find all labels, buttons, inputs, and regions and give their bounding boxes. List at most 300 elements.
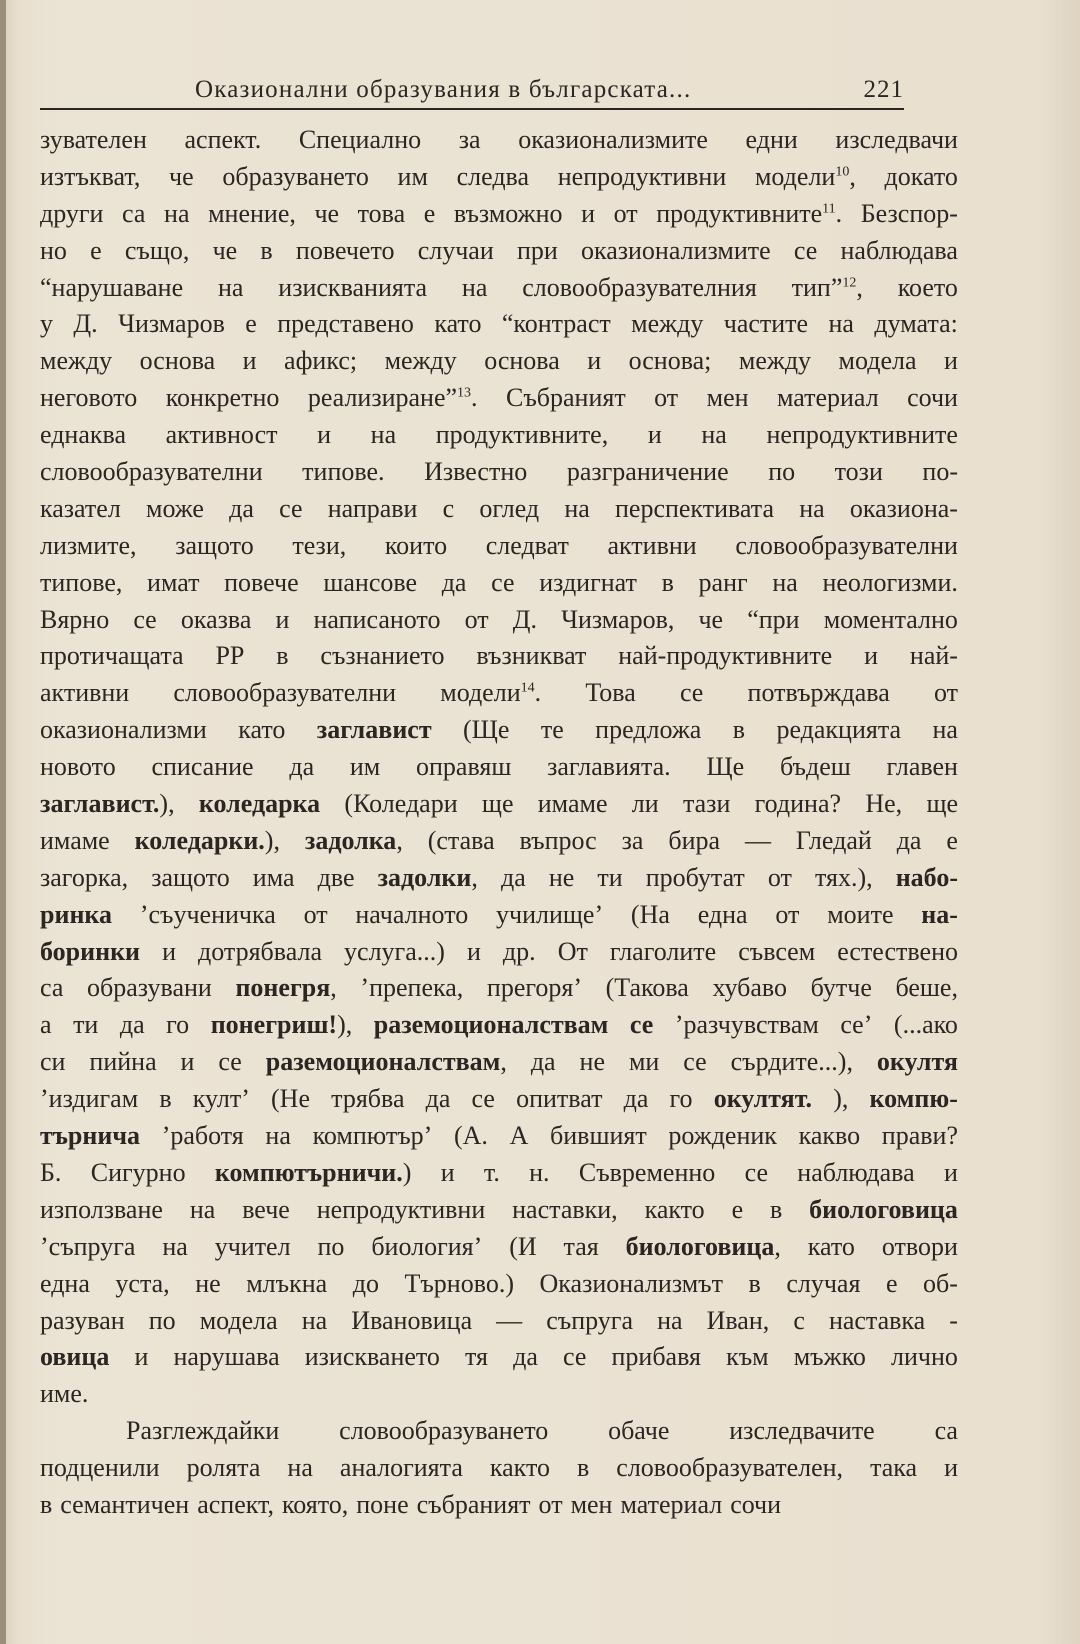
word: оказва	[180, 604, 252, 634]
word: образувани	[87, 973, 212, 1003]
word: докато	[884, 161, 958, 191]
word: Ивановица	[351, 1305, 473, 1335]
word: също,	[124, 235, 190, 265]
word: е	[245, 309, 257, 339]
text-line	[40, 638, 958, 675]
word: Чизмаров,	[561, 604, 675, 634]
word: мен	[706, 383, 749, 413]
bold-term: заглавист	[316, 715, 432, 745]
word: те	[540, 715, 564, 745]
word: “нарушаване	[40, 272, 184, 302]
word: активни	[40, 678, 130, 708]
word: обаче	[608, 1416, 670, 1446]
word: едни	[745, 125, 798, 154]
word: се	[744, 1157, 768, 1187]
word: шансове	[323, 567, 418, 597]
word: Не,	[865, 789, 903, 819]
word: мъжко	[793, 1342, 866, 1372]
word: на	[370, 420, 397, 450]
word: поне	[356, 1489, 409, 1519]
word: от	[767, 862, 792, 892]
word: частите	[723, 309, 809, 339]
word: —	[744, 825, 771, 855]
word: ),	[337, 1010, 353, 1040]
word: бившият	[550, 1121, 647, 1151]
word: на	[265, 1121, 291, 1151]
word: изследвачите	[729, 1416, 875, 1446]
word: от	[303, 899, 328, 929]
bold-term: коледарки.	[134, 825, 265, 855]
word: така	[870, 1453, 918, 1483]
word: тези,	[292, 530, 347, 560]
bold-term: ринка	[40, 899, 113, 929]
word: изтъкват,	[40, 161, 141, 191]
word: семантичен	[60, 1489, 190, 1519]
word: прибавя	[611, 1342, 701, 1372]
word: Чизмаров	[118, 309, 225, 339]
word: култ’	[192, 1084, 250, 1114]
word: разграничение	[566, 457, 729, 487]
word: биология’	[371, 1231, 483, 1261]
word: услуга...)	[344, 936, 445, 966]
word: Д.	[512, 604, 537, 634]
word: глаголите	[609, 936, 717, 966]
word: и	[242, 346, 257, 376]
text-line	[40, 1413, 958, 1450]
text-line	[40, 1007, 958, 1044]
word: са	[40, 973, 64, 1003]
text-line	[40, 196, 958, 233]
word: с	[442, 493, 455, 523]
word: активност	[165, 420, 278, 450]
word: Специално	[298, 125, 422, 154]
word: продуктивните,	[435, 420, 609, 450]
word: неологизми.	[822, 567, 958, 597]
word: учител	[214, 1231, 291, 1261]
word: по	[768, 457, 796, 487]
word: от	[538, 1489, 563, 1519]
word: модела	[838, 346, 917, 376]
bold-term: на-	[921, 899, 958, 929]
word: наставки,	[512, 1194, 618, 1224]
page-spine-edge	[0, 0, 6, 1644]
word: моментално	[823, 604, 958, 634]
word: у	[40, 309, 53, 339]
word: и	[581, 198, 596, 228]
word: редакцията	[776, 715, 902, 745]
word: от	[933, 678, 958, 708]
word: модели	[440, 678, 521, 708]
word: ’работя	[161, 1121, 244, 1151]
word: се	[218, 1047, 242, 1077]
word: повечето	[295, 235, 395, 265]
word: да	[119, 1010, 145, 1040]
word: Сигурно	[90, 1157, 186, 1187]
text-line	[40, 860, 958, 897]
text-line	[40, 159, 958, 196]
text-line	[40, 565, 958, 602]
word: по	[317, 1231, 345, 1261]
word: оглед	[479, 493, 540, 523]
word: и	[440, 1157, 455, 1187]
word: ,	[774, 1231, 781, 1261]
text-line	[40, 934, 958, 971]
word: от	[464, 604, 489, 634]
bold-term: окултя	[876, 1047, 958, 1077]
word: ’съученичка	[139, 899, 276, 929]
word: да	[500, 862, 526, 892]
bold-term: овица	[40, 1342, 110, 1372]
word: защото	[175, 530, 254, 560]
footnote-ref: 11	[822, 201, 836, 217]
bold-term: понегриш!	[210, 1010, 338, 1040]
word: разуван	[40, 1305, 125, 1335]
word: тях.),	[814, 862, 873, 892]
word: им	[397, 161, 428, 191]
word: непродуктивни	[316, 1194, 486, 1224]
word: лично	[890, 1342, 958, 1372]
word: хубаво	[712, 973, 788, 1003]
text-line	[40, 454, 958, 491]
word: -	[949, 1305, 958, 1335]
footnote-ref: 12	[842, 274, 857, 290]
word: типове,	[40, 567, 123, 597]
text-line	[40, 1303, 958, 1340]
word: а	[40, 1010, 52, 1040]
word: словообразуването	[339, 1416, 549, 1446]
word: (Такова	[605, 973, 689, 1003]
word: и	[180, 1047, 195, 1077]
word: ’издигам	[40, 1084, 139, 1114]
word: моите	[827, 899, 894, 929]
word: са	[122, 198, 146, 228]
text-line	[40, 1044, 958, 1081]
word: словообразувателни	[735, 530, 958, 560]
word: оправяш	[416, 752, 512, 782]
word: трябва	[331, 1084, 405, 1114]
word: имат	[147, 567, 200, 597]
text-line	[40, 1487, 958, 1524]
bold-term: компютърничи.	[214, 1157, 403, 1187]
word: този	[834, 457, 883, 487]
word: в	[748, 1268, 761, 1298]
word: като	[434, 309, 482, 339]
word: (става	[427, 825, 495, 855]
bold-term: боринки	[40, 936, 141, 966]
text-line	[40, 1450, 958, 1487]
word: се	[133, 604, 157, 634]
word: ти	[73, 1010, 99, 1040]
word: на	[564, 493, 590, 523]
word: афикс;	[284, 346, 358, 376]
word: има	[252, 862, 295, 892]
body-text	[40, 122, 958, 1524]
bold-term: понегря	[235, 973, 331, 1003]
word: на	[217, 272, 244, 302]
word: се	[683, 1047, 707, 1077]
word: следват	[485, 530, 569, 560]
word: не	[195, 1268, 221, 1298]
text-line	[40, 786, 958, 823]
word: ролята	[186, 1453, 261, 1483]
word: училище’	[496, 899, 604, 929]
word: и	[162, 936, 176, 966]
word: словообразувателния	[522, 272, 757, 302]
word: може	[145, 493, 204, 523]
word: и	[864, 641, 879, 671]
word: но	[40, 235, 67, 265]
bold-term: се	[629, 1010, 654, 1040]
word: за	[458, 125, 481, 154]
word: като	[238, 715, 286, 745]
word: съзнанието	[320, 641, 445, 671]
word: това	[357, 198, 406, 228]
word: че	[212, 235, 238, 265]
word: както	[489, 1453, 550, 1483]
word: в	[577, 1453, 590, 1483]
word: се	[471, 1084, 495, 1114]
word: възможно	[453, 198, 563, 228]
word: —	[496, 1305, 523, 1335]
word: основа;	[628, 346, 712, 376]
word: модели	[754, 161, 836, 191]
word: (А.	[453, 1121, 488, 1151]
word: им	[349, 752, 381, 782]
bold-term: търнича	[40, 1121, 141, 1151]
word: пийна	[89, 1047, 157, 1077]
word: заглавията.	[547, 752, 671, 782]
word: при	[516, 235, 558, 265]
bold-term: задолки	[377, 862, 472, 892]
bold-term: набо-	[895, 862, 958, 892]
word: (И	[509, 1231, 537, 1261]
word: Разглеждайки	[126, 1416, 280, 1446]
word: бира	[668, 825, 721, 855]
word: протичащата	[40, 641, 184, 671]
word: ми	[628, 1047, 660, 1077]
word: ранг	[698, 567, 748, 597]
word: написаното	[313, 604, 441, 634]
word: новото	[40, 752, 116, 782]
word: от	[775, 899, 800, 929]
word: ще	[481, 789, 514, 819]
text-line	[40, 1155, 958, 1192]
text-line	[40, 823, 958, 860]
word: оказионализми	[40, 715, 207, 745]
word: .	[835, 198, 843, 228]
word: да	[513, 1342, 538, 1372]
word: на	[301, 1305, 328, 1335]
word: вече	[242, 1194, 290, 1224]
word: Оказионализмът	[539, 1268, 723, 1298]
word: .	[534, 678, 542, 708]
word: между	[384, 346, 457, 376]
word: се	[491, 567, 515, 597]
word: е	[946, 825, 958, 855]
word: година?	[754, 789, 842, 819]
text-line	[40, 970, 958, 1007]
word: изискването	[304, 1342, 440, 1372]
word: на	[657, 1305, 683, 1335]
word: продуктивните	[656, 198, 823, 228]
word: от	[654, 383, 679, 413]
running-header	[40, 72, 904, 110]
word: и	[275, 604, 290, 634]
word: тя	[465, 1342, 489, 1372]
word: в	[276, 641, 289, 671]
word: които	[384, 530, 448, 560]
word: предложа	[595, 715, 702, 745]
footnote-ref: 14	[520, 680, 535, 696]
word: на	[164, 198, 190, 228]
word: една	[40, 1268, 90, 1298]
word: е	[731, 1194, 744, 1224]
word: материал	[620, 1489, 723, 1519]
page-number: 221	[863, 76, 904, 103]
word: на	[772, 567, 798, 597]
word: и	[317, 420, 332, 450]
word: какво	[798, 1121, 861, 1151]
word: ),	[833, 1084, 849, 1114]
word: на	[461, 272, 488, 302]
word: случая	[786, 1268, 861, 1298]
word: н.	[529, 1157, 550, 1187]
word: Известно	[424, 457, 528, 487]
text-line	[40, 343, 958, 380]
word: че	[698, 604, 724, 634]
word: аспект.	[184, 125, 262, 154]
word: Безспор-	[860, 198, 958, 228]
word: да	[425, 1084, 451, 1114]
word: защото	[151, 862, 230, 892]
word: основа	[484, 346, 560, 376]
word: и	[943, 1157, 958, 1187]
word: думата:	[874, 309, 958, 339]
word: аналогията	[339, 1453, 463, 1483]
word: подценили	[40, 1453, 160, 1483]
word: тая	[563, 1231, 599, 1261]
bold-term: коледарка	[198, 789, 321, 819]
word: словообразувателни	[173, 678, 397, 708]
word: беше,	[895, 973, 958, 1003]
text-line	[40, 122, 958, 159]
word: издигнат	[539, 567, 637, 597]
word: имаме	[40, 825, 110, 855]
word: на	[162, 1231, 188, 1261]
text-line	[40, 1266, 958, 1303]
text-line	[40, 897, 958, 934]
word: най-	[909, 641, 958, 671]
word: както	[644, 1194, 705, 1224]
word: се’	[840, 1010, 873, 1040]
word: други	[40, 198, 104, 228]
text-line	[40, 306, 958, 343]
word: да	[623, 1084, 649, 1114]
bold-term: раземоционалствам	[373, 1010, 609, 1040]
word: име.	[40, 1379, 89, 1409]
word: ,	[849, 161, 856, 191]
bold-term: биологовица	[809, 1194, 958, 1224]
word: възникват	[476, 641, 587, 671]
word: (Не	[271, 1084, 310, 1114]
word: случаи	[417, 235, 494, 265]
word: опитват	[516, 1084, 603, 1114]
word: с	[793, 1305, 805, 1335]
word: имаме	[537, 789, 608, 819]
word: е	[885, 1268, 898, 1298]
word: конкретно	[165, 383, 280, 413]
word: изискванията	[278, 272, 428, 302]
word: словообразувателни	[40, 457, 263, 487]
word: Събраният	[505, 383, 626, 413]
word: следва	[456, 161, 530, 191]
word: сочи	[730, 1489, 782, 1519]
word: по	[148, 1305, 176, 1335]
word: се	[562, 1342, 587, 1372]
text-line	[40, 1081, 958, 1118]
word: към	[726, 1342, 769, 1372]
word: която,	[281, 1489, 349, 1519]
word: като	[807, 1231, 855, 1261]
word: в	[770, 1194, 783, 1224]
word: “при	[747, 604, 800, 634]
word: съвсем	[738, 936, 816, 966]
word: се	[279, 493, 303, 523]
text-line	[40, 270, 958, 307]
word: компютър’	[312, 1121, 433, 1151]
word: сърдите...),	[730, 1047, 853, 1077]
bold-term: окултят.	[713, 1084, 813, 1114]
word: (...ако	[893, 1010, 958, 1040]
word: еднаква	[40, 420, 126, 450]
word: прави?	[881, 1121, 958, 1151]
word: Търново.)	[404, 1268, 514, 1298]
word: наблюдава	[840, 235, 958, 265]
word: да	[530, 1047, 556, 1077]
word: го	[669, 1084, 693, 1114]
word: основа	[139, 346, 216, 376]
word: А	[509, 1121, 529, 1151]
word: потвърждава	[747, 678, 890, 708]
word: се	[679, 678, 704, 708]
word: съпруга	[546, 1305, 633, 1335]
text-line	[40, 1229, 958, 1266]
word: което	[897, 272, 958, 302]
word: да	[289, 752, 315, 782]
word: ’съпруга	[40, 1231, 136, 1261]
word: за	[621, 825, 644, 855]
word: в	[260, 235, 273, 265]
word: да	[229, 493, 254, 523]
word: словообразувателен,	[616, 1453, 844, 1483]
word: ще	[926, 789, 958, 819]
text-line	[40, 491, 958, 528]
word: мен	[570, 1489, 613, 1519]
word: ,	[330, 973, 337, 1003]
text-line	[40, 749, 958, 786]
word: е	[90, 235, 102, 265]
bold-term: заглавист.	[40, 789, 160, 819]
word: ’разчувствам	[674, 1010, 819, 1040]
word: от	[613, 198, 638, 228]
word: др.	[502, 936, 536, 966]
word: ,	[500, 1047, 507, 1077]
word: Вярно	[40, 604, 110, 634]
word: зувателен	[40, 125, 147, 154]
text-line	[40, 675, 958, 712]
word: реализиране”	[307, 383, 458, 413]
word: в	[159, 1084, 172, 1114]
